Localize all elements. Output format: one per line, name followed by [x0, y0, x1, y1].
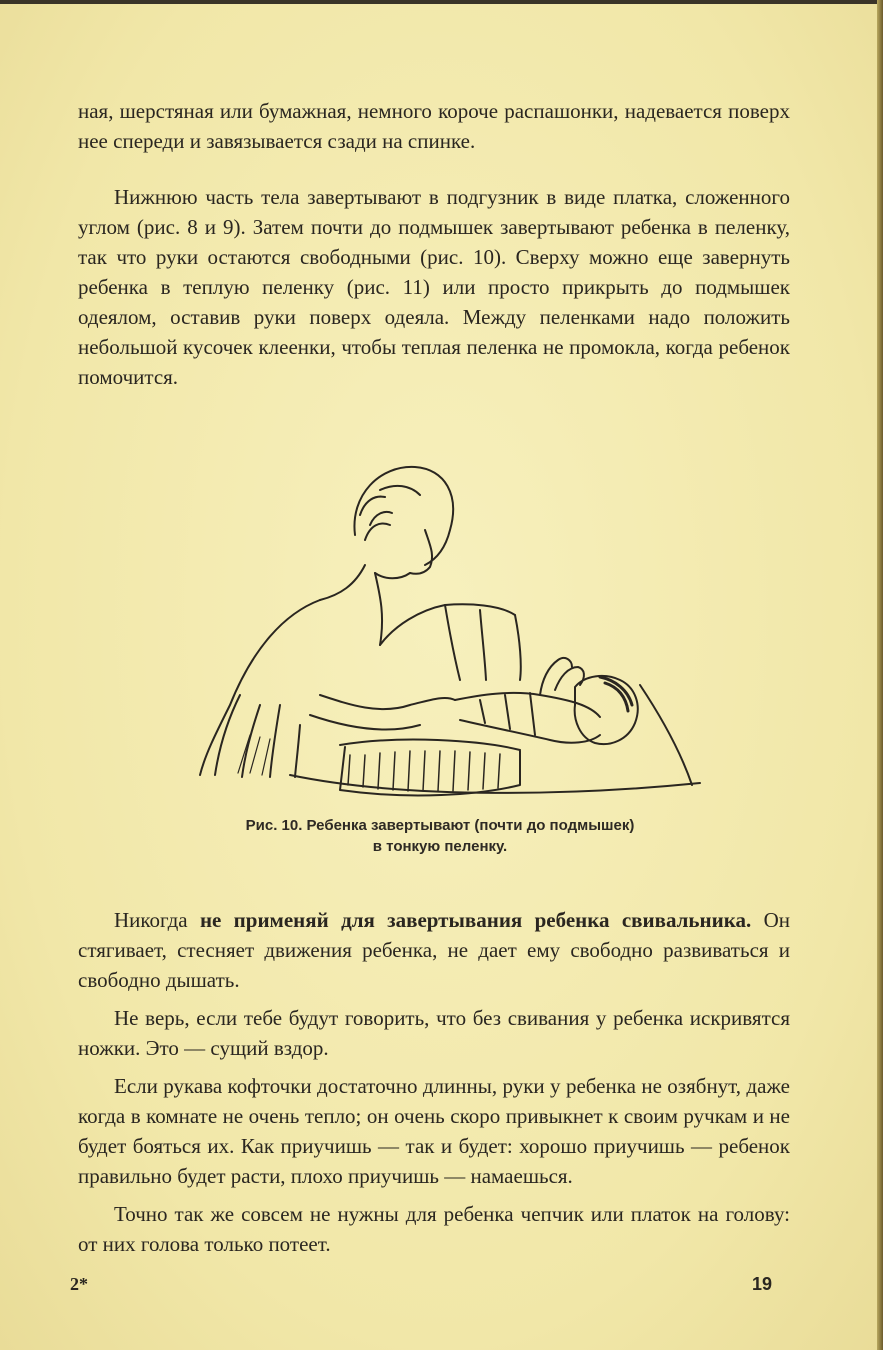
page-number: 19	[752, 1274, 773, 1294]
caption-line-2: в тонкую пеленку.	[372, 838, 508, 855]
paragraph-continuation: ная, шерстяная или бумажная, немного короче распашонки, надевается поверх нее спереди и завязывается сзади на спинке.	[78, 99, 790, 153]
paragraph-start: Никогда	[114, 908, 200, 932]
paragraph-end: Он стягивает, стесняет движения ребенка, не дает ему свободно развиваться и свободно дышать.	[78, 908, 790, 992]
paragraph-crooked-legs: Не верь, если тебе будут говорить, что без свивания у ребенка искривятся ножки. Это — сущий вздор.	[78, 1006, 790, 1060]
scan-right-edge	[877, 0, 883, 1350]
caption-line-1: Рис. 10. Ребенка завертывают (почти до подмышек)	[245, 817, 635, 834]
paragraph-bonnet: Точно так же совсем не нужны для ребенка чепчик или платок на голову: от них голова только потеет.	[78, 1202, 790, 1256]
paragraph-swaddling: Нижнюю часть тела завертывают в подгузник в виде платка, сложенного углом (рис. 8 и 9). Затем почти до подмышек завертывают ребенка в пеленку, так что руки остаются свободными (рис. 10). Сверху можно еще завернуть ребенка в теплую пеленку (рис. 11) или просто прикрыть до подмышек одеялом, оставив руки поверх одеяла. Между пеленками надо положить небольшой кусочек клеенки, чтобы теплая пеленка не промокла, когда ребенок помочится.	[78, 185, 790, 389]
paragraph-swaddling-band	[78, 905, 790, 995]
text-block-bottom	[78, 905, 790, 1259]
text-block-top	[78, 96, 790, 156]
figure-caption	[160, 815, 720, 857]
text-block-swaddling	[78, 182, 790, 392]
illustration-figure-10	[180, 455, 710, 800]
paragraph-emphasis: не применяй для завертывания ребенка свивальника.	[199, 908, 752, 932]
paragraph-sleeves: Если рукава кофточки достаточно длинны, руки у ребенка не озябнут, даже когда в комнате не очень тепло; он очень скоро привыкнет к своим ручкам и не будет бояться их. Как приучишь — так и будет: хорошо приучишь — ребенок правильно будет расти, плохо приучишь — намаешься.	[78, 1074, 790, 1188]
printer-signature: 2*	[70, 1274, 88, 1294]
scan-top-edge	[0, 0, 883, 4]
